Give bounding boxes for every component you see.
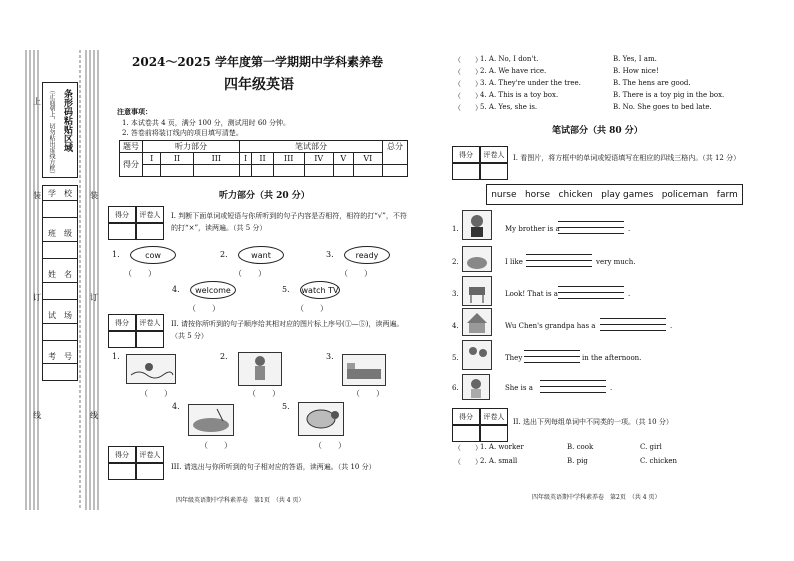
score-col: IV	[304, 153, 333, 165]
score-col: I	[239, 153, 251, 165]
sentence-after: .	[610, 384, 613, 392]
choice-c: C. chicken	[640, 457, 678, 465]
grader-score-cell[interactable]	[108, 331, 136, 348]
subject-title: 四年级英语	[224, 77, 294, 93]
word-bank-item: play games	[601, 189, 654, 200]
answer-blank[interactable]	[600, 318, 666, 319]
info-field-name[interactable]: 姓 名	[48, 270, 72, 279]
choice-a: 1. A. worker	[480, 443, 524, 451]
score-cell[interactable]	[143, 165, 161, 177]
score-cell[interactable]	[161, 165, 193, 177]
answer-paren[interactable]: （ ）	[314, 441, 346, 450]
written-section-title: 笔试部分（共 80 分）	[552, 126, 643, 136]
choice-a: 3. A. They're under the tree.	[480, 79, 581, 87]
answer-blank[interactable]	[540, 380, 606, 381]
choice-a: 1. A. No, I don't.	[480, 55, 539, 63]
choice-a: 4. A. This is a toy box.	[480, 91, 559, 99]
answer-blank[interactable]	[524, 362, 580, 363]
answer-blank[interactable]	[526, 254, 592, 255]
answer-blank[interactable]	[526, 266, 592, 267]
answer-blank[interactable]	[524, 350, 580, 351]
grader-score-cell[interactable]	[452, 163, 480, 180]
notice-heading: 注意事项：	[117, 107, 152, 116]
choice-paren[interactable]: （ ）	[454, 80, 482, 88]
grader-score-cell[interactable]	[452, 425, 480, 442]
page-footer-right: 四年级英语期中学科素养卷 第2页 （共 4 页）	[532, 494, 661, 501]
grader-score-label: 得分	[108, 314, 136, 331]
picture-play-games	[462, 340, 492, 370]
answer-blank[interactable]	[558, 292, 624, 293]
sentence-after: .	[670, 322, 673, 330]
score-table-written: 笔试部分	[239, 141, 382, 153]
answer-blank[interactable]	[524, 356, 580, 357]
listening-part3-instruction: III. 请选出与你所听到的句子相对应的答语，读两遍。（共 10 分）	[171, 463, 376, 471]
grader-marker-label: 评卷人	[136, 314, 164, 331]
info-field-class[interactable]: 班 级	[48, 229, 72, 238]
sentence-before: I like	[505, 258, 523, 266]
picture-sheep	[298, 402, 344, 436]
score-col: II	[161, 153, 193, 165]
grader-marker-label: 评卷人	[480, 146, 508, 163]
picture-nurse	[462, 374, 490, 400]
answer-paren[interactable]: （ ）	[140, 389, 172, 398]
grader-score-cell[interactable]	[108, 223, 136, 240]
choice-paren[interactable]: （ ）	[454, 104, 482, 112]
answer-paren[interactable]: （ ）	[124, 269, 156, 278]
sentence-after: in the afternoon.	[582, 354, 642, 362]
choice-b: B. No. She goes to bed late.	[613, 103, 712, 111]
sentence-before: My brother is a	[505, 225, 560, 233]
score-cell[interactable]	[333, 165, 353, 177]
answer-blank[interactable]	[558, 227, 624, 228]
grader-score-label: 得分	[452, 408, 480, 425]
answer-blank[interactable]	[526, 260, 592, 261]
info-field-school[interactable]: 学 校	[48, 189, 72, 198]
sentence-before: They	[505, 354, 523, 362]
answer-paren[interactable]: （ ）	[340, 269, 372, 278]
grader-box	[452, 146, 508, 180]
info-field-room[interactable]: 试 场	[48, 311, 72, 320]
grader-marker-cell[interactable]	[480, 163, 508, 180]
sentence-before: She is a	[505, 384, 533, 392]
score-col: VI	[353, 153, 382, 165]
word-bank-item: horse	[524, 189, 551, 200]
sentence-before: Look! That is a	[505, 290, 558, 298]
choice-paren[interactable]: （ ）	[454, 444, 482, 452]
score-cell[interactable]	[273, 165, 304, 177]
grader-marker-cell[interactable]	[480, 425, 508, 442]
grader-score-label: 得分	[108, 446, 136, 463]
written-part1-instruction: I. 看图片，将方框中的单词或短语填写在相应的四线三格内。（共 12 分）	[513, 154, 741, 162]
sentence-number: 1.	[452, 225, 459, 233]
choice-b: B. pig	[567, 457, 588, 465]
score-cell[interactable]	[252, 165, 274, 177]
score-cell[interactable]	[193, 165, 239, 177]
choice-c: C. girl	[640, 443, 662, 451]
answer-paren[interactable]: （ ）	[234, 269, 266, 278]
sentence-after: .	[628, 225, 631, 233]
word-bubble: welcome	[190, 281, 236, 299]
word-bubble: want	[238, 246, 284, 264]
grader-score-label: 得分	[108, 206, 136, 223]
score-table-header: 题号	[120, 141, 143, 153]
answer-blank[interactable]	[600, 324, 666, 325]
score-cell[interactable]	[353, 165, 382, 177]
binding-char: 装	[90, 191, 98, 200]
item-number: 3.	[326, 250, 334, 259]
item-number: 1.	[112, 250, 120, 259]
word-bank-item: policeman	[661, 189, 709, 200]
sentence-number: 3.	[452, 290, 459, 298]
sentence-number: 2.	[452, 258, 459, 266]
picture-noodles	[188, 404, 234, 436]
picture-farmer	[238, 352, 282, 386]
exam-title: 2024～2025 学年度第一学期期中学科素养卷	[132, 55, 383, 69]
grader-box	[452, 408, 508, 442]
grader-score-label: 得分	[452, 146, 480, 163]
binding-lines	[20, 40, 110, 510]
grader-marker-label: 评卷人	[136, 446, 164, 463]
word-bubble: watch TV	[300, 281, 340, 299]
choice-b: B. The hens are good.	[613, 79, 691, 87]
binding-char: 装	[33, 191, 41, 200]
word-bubble: ready	[344, 246, 390, 264]
choice-a: 2. A. We have rice.	[480, 67, 547, 75]
score-table-score-label: 得分	[120, 153, 143, 177]
choice-b: B. How nice!	[613, 67, 659, 75]
info-field-id[interactable]: 考 号	[48, 352, 72, 361]
listening-part1-instruction: I. 判断下面单词或短语与你所听到的句子内容是否相符，相符的打“√”，不符的打“×”，读两遍。（共 5 分）	[171, 212, 407, 232]
answer-paren[interactable]: （ ）	[200, 441, 232, 450]
sentence-number: 5.	[452, 354, 459, 362]
grader-marker-label: 评卷人	[136, 206, 164, 223]
answer-blank[interactable]	[600, 330, 666, 331]
listening-part2-instruction: II. 请按你所听到的句子顺序给其相对应的图片标上序号(①—⑤)，读两遍。（共 5 分）	[171, 320, 404, 340]
picture-horse	[462, 276, 492, 306]
answer-blank[interactable]	[558, 221, 624, 222]
sentence-after: .	[628, 290, 631, 298]
grader-box	[108, 446, 164, 480]
item-number: 3.	[326, 352, 334, 361]
score-table-total: 总分	[383, 141, 408, 165]
binding-char: 订	[33, 293, 41, 302]
score-cell[interactable]	[383, 165, 408, 177]
sentence-before: Wu Chen's grandpa has a	[505, 322, 596, 330]
score-table-listening: 听力部分	[143, 141, 240, 153]
score-col: V	[333, 153, 353, 165]
picture-swimming	[126, 354, 176, 384]
sentence-number: 6.	[452, 384, 459, 392]
binding-char: 订	[90, 293, 98, 302]
picture-farm	[462, 308, 492, 336]
choice-paren[interactable]: （ ）	[454, 68, 482, 76]
answer-blank[interactable]	[558, 286, 624, 287]
binding-char: 线	[90, 411, 98, 420]
choice-paren[interactable]: （ ）	[454, 56, 482, 64]
binding-char: 上	[33, 97, 41, 106]
item-number: 4.	[172, 402, 180, 411]
word-bank-item: chicken	[558, 189, 593, 200]
picture-policeman	[462, 210, 492, 240]
listening-section-title: 听力部分（共 20 分）	[219, 191, 310, 201]
grader-marker-cell[interactable]	[136, 223, 164, 240]
word-bank-item: farm	[716, 189, 738, 200]
picture-bed	[342, 354, 386, 386]
answer-blank[interactable]	[540, 392, 606, 393]
choice-paren[interactable]: （ ）	[454, 92, 482, 100]
notice-item: 1. 本试卷共 4 页，满分 100 分，测试用时 60 分钟。	[122, 119, 290, 127]
answer-paren[interactable]: （ ）	[248, 389, 280, 398]
item-number: 1.	[112, 352, 120, 361]
sentence-after: very much.	[596, 258, 636, 266]
score-col: III	[273, 153, 304, 165]
score-col: II	[252, 153, 274, 165]
grader-marker-label: 评卷人	[480, 408, 508, 425]
sentence-number: 4.	[452, 322, 459, 330]
answer-blank[interactable]	[558, 298, 624, 299]
answer-blank[interactable]	[540, 386, 606, 387]
grader-marker-cell[interactable]	[136, 463, 164, 480]
word-bubble: cow	[130, 246, 176, 264]
choice-paren[interactable]: （ ）	[454, 458, 482, 466]
written-part2-instruction: II. 选出下列每组单词中不同类的一项。（共 10 分）	[513, 418, 673, 426]
item-number: 2.	[220, 250, 228, 259]
grader-score-cell[interactable]	[108, 463, 136, 480]
picture-chicken	[462, 246, 492, 272]
answer-paren[interactable]: （ ）	[296, 304, 328, 313]
word-bank	[486, 184, 743, 205]
notice-item: 2. 答卷前将装订线内的项目填写清楚。	[122, 129, 243, 137]
item-number: 2.	[220, 352, 228, 361]
page-footer-left: 四年级英语期中学科素养卷 第1页 （共 4 页）	[176, 497, 305, 504]
choice-a: 5. A. Yes, she is.	[480, 103, 538, 111]
score-table	[119, 140, 408, 177]
answer-paren[interactable]: （ ）	[352, 389, 384, 398]
choice-b: B. There is a toy pig in the box.	[613, 91, 725, 99]
answer-blank[interactable]	[558, 233, 624, 234]
choice-a: 2. A. small	[480, 457, 518, 465]
barcode-note: （正面朝上，切勿贴出虚线方框）	[48, 87, 55, 177]
item-number: 5.	[282, 402, 290, 411]
item-number: 4.	[172, 285, 180, 294]
item-number: 5.	[282, 285, 290, 294]
binding-char: 线	[33, 411, 41, 420]
score-cell[interactable]	[304, 165, 333, 177]
grader-box	[108, 206, 164, 240]
word-bank-item: nurse	[491, 189, 517, 200]
grader-marker-cell[interactable]	[136, 331, 164, 348]
grader-box	[108, 314, 164, 348]
choice-b: B. cook	[567, 443, 594, 451]
score-col: III	[193, 153, 239, 165]
score-cell[interactable]	[239, 165, 251, 177]
score-col: I	[143, 153, 161, 165]
answer-paren[interactable]: （ ）	[188, 304, 220, 313]
barcode-label: 条形码粘贴区域	[62, 89, 72, 152]
choice-b: B. Yes, I am.	[613, 55, 657, 63]
